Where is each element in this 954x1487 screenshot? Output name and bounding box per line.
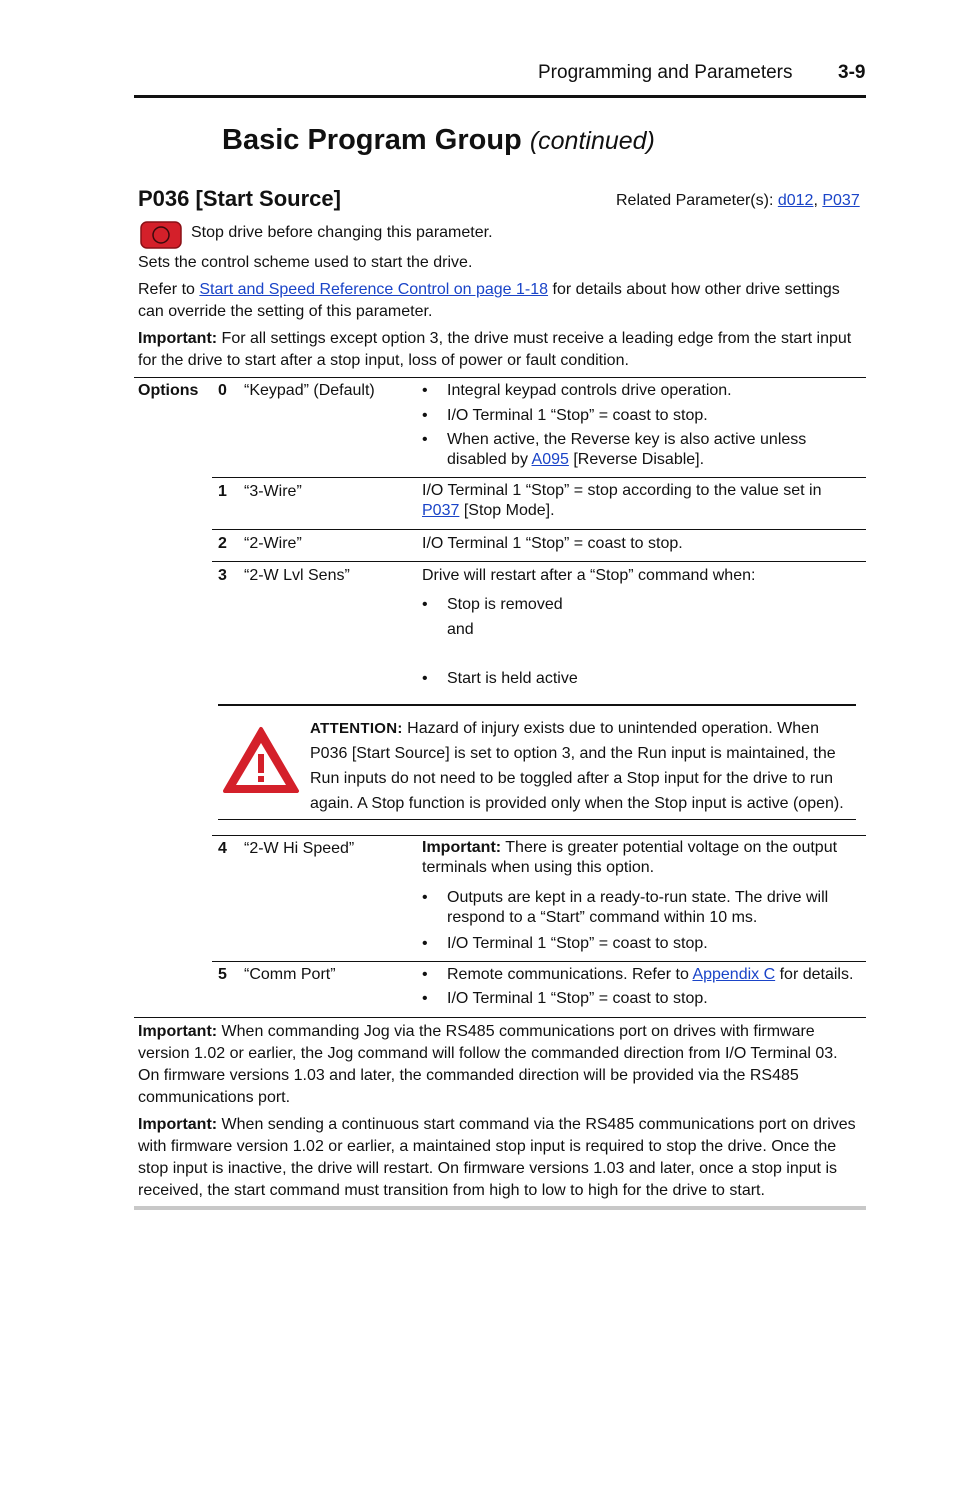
stop-note: Stop drive before changing this parameter.: [191, 224, 493, 241]
option-3-name: “2-W Lvl Sens”: [244, 567, 350, 584]
link-p037[interactable]: P037: [822, 192, 860, 209]
option-2-description: I/O Terminal 1 “Stop” = coast to stop.: [422, 535, 683, 552]
footer-rule: [134, 1206, 866, 1210]
description: Sets the control scheme used to start the drive.: [138, 254, 473, 271]
list-item: • I/O Terminal 1 “Stop” = coast to stop.: [422, 934, 854, 954]
title-suffix: (continued): [529, 127, 655, 155]
option-4-number: 4: [218, 840, 227, 857]
list-item: • I/O Terminal 1 “Stop” = coast to stop.: [422, 988, 862, 1010]
start-speed-reference-link[interactable]: Start and Speed Reference Control on page 1-18: [199, 281, 549, 298]
option-5-number: 5: [218, 966, 227, 983]
option-1-name: “3-Wire”: [244, 483, 302, 500]
attention-text: ATTENTION: Hazard of injury exists due to unintended operation. When P036 [Start Source] is set to option 3, and the Run input is maintained, the Run inputs do not need to be toggled after a Stop input for the drive to run again. A Stop function is provided only when the Stop input is active (open).: [310, 720, 844, 812]
list-item: • Start is held active: [422, 668, 954, 690]
row-divider: [212, 961, 866, 962]
row-divider: [212, 477, 866, 478]
stop-button-icon: [140, 221, 182, 254]
list-item: • Integral keypad controls drive operation.: [422, 380, 862, 402]
link-d012[interactable]: d012: [777, 192, 814, 209]
appendix-c-link[interactable]: Appendix C: [692, 966, 776, 983]
header-rule: [134, 95, 866, 98]
important-note-2: Important: When commanding Jog via the RS485 communications port on drives with firmware version 1.02 or earlier, the Jog command will follow the commanded direction from I/O Terminal 03. On firmware versions 1.03 and later, the commanded direction will be provided via the RS485 communications port.: [138, 1023, 838, 1106]
list-item: • When active, the Reverse key is also active unless disabled by A095 [Reverse Disable].: [422, 430, 862, 470]
list-item: • Remote communications. Refer to Appendix C for details.: [422, 964, 862, 986]
row-divider: [212, 561, 866, 562]
option-3-and: and: [447, 621, 474, 638]
option-2-name: “2-Wire”: [244, 535, 302, 552]
option-4-description: Important: There is greater potential voltage on the output terminals when using this option. • Outputs are kept in a ready-to-run state. The drive will respond to a “Start” command within 10 ms. • I/O Terminal 1 “Stop” = coast to stop.: [422, 838, 854, 954]
important-note-1: Important: For all settings except option 3, the drive must receive a leading edge from the start input for the drive to start after a stop input, loss of power or fault condition.: [138, 330, 852, 369]
table-top-rule: [134, 377, 866, 378]
option-3-description: Drive will restart after a “Stop” command when:: [422, 567, 756, 584]
option-1-number: 1: [218, 483, 227, 500]
attention-bottom-rule: [218, 819, 856, 820]
link-p037-stop-mode[interactable]: P037: [422, 502, 460, 519]
option-0-description: [422, 380, 862, 470]
option-2-number: 2: [218, 535, 227, 552]
related-parameters: Related Parameter(s): d012, P037: [616, 192, 860, 209]
page-number: 3-9: [838, 62, 866, 83]
option-4-name: “2-W Hi Speed”: [244, 840, 355, 857]
header-section: Programming and Parameters: [538, 62, 793, 83]
attention-top-rule: [218, 704, 856, 706]
option-3-number: 3: [218, 567, 227, 584]
table-bottom-rule: [134, 1017, 866, 1018]
option-5-description: [422, 964, 862, 1010]
row-divider: [212, 835, 866, 836]
parameter-name: P036 [Start Source]: [138, 186, 341, 211]
refer-paragraph: Refer to Start and Speed Reference Control on page 1-18 for details about how other drive settings can override the setting of this parameter.: [138, 281, 840, 320]
important-note-3: Important: When sending a continuous start command via the RS485 communications port on drives with firmware version 1.02 or earlier, a maintained stop input is required to stop the drive. Once the stop input is inactive, the drive will restart. On firmware versions 1.03 and later, once a stop input is received, the start command must transition from high to low to high for the drive to start.: [138, 1116, 856, 1199]
link-a095[interactable]: A095: [531, 451, 569, 468]
running-header: [538, 62, 793, 84]
option-0-name: “Keypad” (Default): [244, 382, 375, 399]
list-item: • Outputs are kept in a ready-to-run state. The drive will respond to a “Start” command within 10 ms.: [422, 888, 854, 928]
option-0-number: 0: [218, 382, 227, 399]
list-item: • I/O Terminal 1 “Stop” = coast to stop.: [422, 405, 862, 427]
page-title: Basic Program Group (continued): [222, 124, 655, 156]
option-1-description: I/O Terminal 1 “Stop” = stop according to the value set in P037 [Stop Mode].: [422, 482, 822, 519]
option-5-name: “Comm Port”: [244, 966, 336, 983]
warning-triangle-icon: [222, 726, 300, 799]
row-divider: [212, 529, 866, 530]
list-item: • Stop is removed: [422, 594, 954, 616]
attention-label: ATTENTION:: [310, 720, 403, 737]
options-label: Options: [138, 382, 199, 399]
